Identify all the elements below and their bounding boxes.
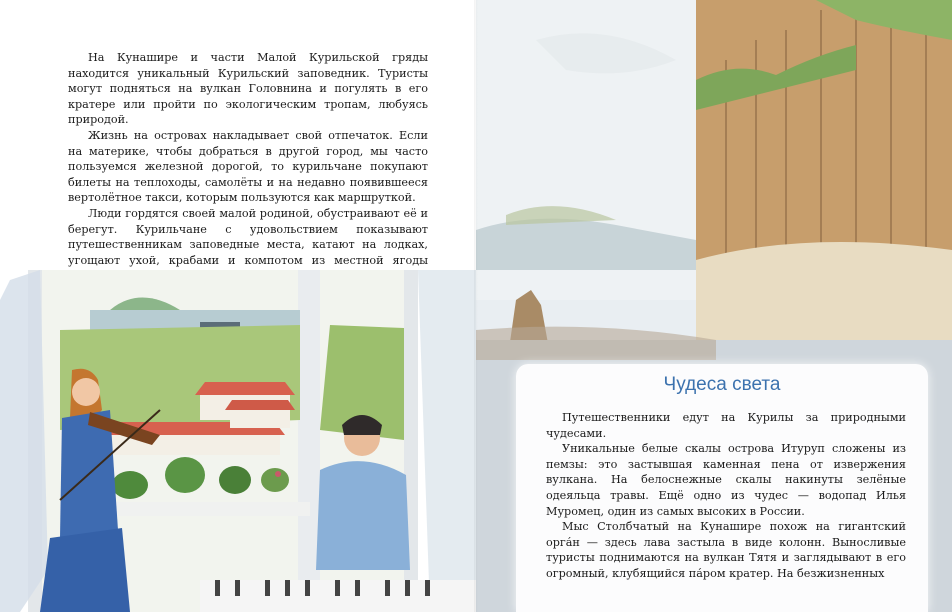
paragraph: На Кунашире и части Малой Курильской гряды находится уникальный Курильский заповедник. Туристы могут подняться на вулкан Головнина и погулять в его кратере или пройти по экологическим тропам, любуясь природой. <box>68 51 428 127</box>
paragraph: Уникальные белые скалы острова Итуруп сложены из пемзы: это застывшая каменная пена от извержения вулкана. На белоснежные скалы накинуты зелёные одеяльца травы. Ещё одно из чудес — водопад Илья Муромец, один из самых высоких в России. <box>546 442 906 518</box>
paragraph: Путешественники едут на Курилы за природными чудесами. <box>546 411 906 440</box>
paragraph: Люди гордятся своей малой родиной, обустраивают её и берегут. Курильчане с удовольствием показывают путешественникам заповедные места, катают на лодках, угощают ухой, крабами и компотом из местной ягоды <box>68 206 428 267</box>
paragraph: Жизнь на островах накладывает свой отпечаток. Если на материке, чтобы добраться в другой город, мы часто пользуемся железной дорогой, то курильчане покупают билеты на теплоходы, самолёты и на недавно появившееся вертолётное такси, которым пользуются как маршруткой. <box>68 128 428 205</box>
window-music-illustration <box>0 270 476 612</box>
sidebar-text <box>546 410 906 582</box>
intro-text <box>68 50 428 284</box>
book-gutter <box>474 0 478 612</box>
sidebar-box <box>516 364 928 612</box>
paragraph: Мыс Столбчатый на Кунашире похож на гигантский орга́н — здесь лава застыла в виде колонн. Выносливые туристы поднимаются на вулкан Тятя и заглядывают в его огромный, клубящийся па́ром кратер. На безжизненных <box>546 520 906 580</box>
sidebar-title: Чудеса света <box>663 374 781 395</box>
right-page <box>476 0 952 612</box>
